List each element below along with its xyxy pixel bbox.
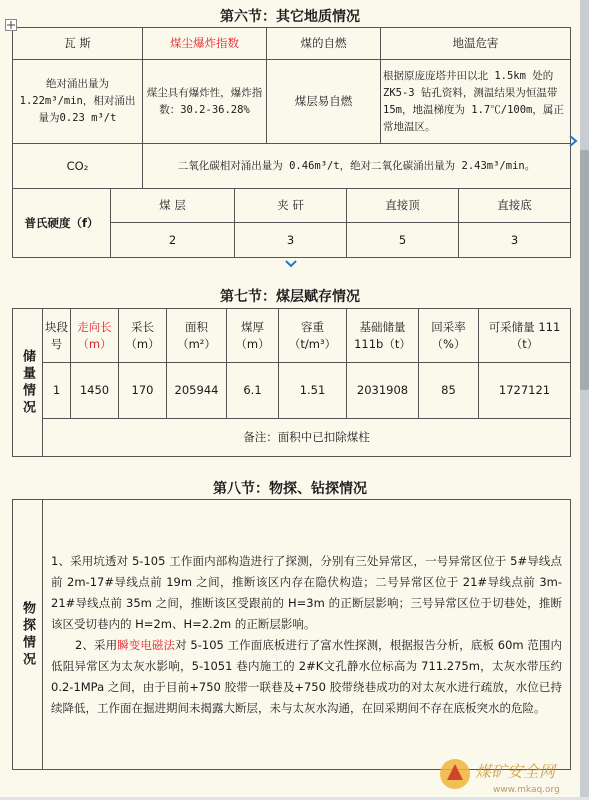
reserves-header: 可采储量 111（t） [479, 309, 571, 363]
reserves-cell: 2031908 [347, 363, 419, 419]
co2-label: CO₂ [13, 144, 143, 189]
reserves-header: 走向长（m） [71, 309, 119, 363]
reserves-cell: 1450 [71, 363, 119, 419]
reserves-cell: 1727121 [479, 363, 571, 419]
paragraph-1: 1、采用坑透对 5-105 工作面内部构造进行了探测，分别有三处异常区，一号异常区位于 5#导线点前 2m-17#导线点前 19m 之间，推断该区内存在隐伏构造；二号异常区位于 21#导线点前 3m-21#导线点前 35m 之间，推断该区受跟前的 H=3m 的正断层影响；三号异常区位于切巷处，推断该区受切巷内的 H=2m、H=2.2m 的正断层影响。 [51, 553, 562, 631]
reserves-header: 采长（m） [119, 309, 167, 363]
reserves-header: 容重（t/m³） [279, 309, 347, 363]
section-7-title: 第七节：煤层赋存情况 [220, 289, 360, 305]
hardness-header: 直接顶 [347, 189, 459, 223]
section-7-table [12, 308, 571, 457]
chevron-down-icon [284, 259, 298, 269]
hardness-value: 2 [111, 223, 235, 258]
hardness-value: 3 [459, 223, 571, 258]
reserves-cell: 170 [119, 363, 167, 419]
geophysics-content [43, 500, 571, 770]
reserves-header: 基础储量 111b（t） [347, 309, 419, 363]
hardness-value: 5 [347, 223, 459, 258]
hardness-header: 夹 矸 [235, 189, 347, 223]
header-geotemp: 地温危害 [381, 28, 571, 60]
section-6-title: 第六节：其它地质情况 [220, 9, 360, 25]
method-highlight: 瞬变电磁法 [117, 637, 176, 652]
scrollbar-thumb[interactable] [580, 150, 589, 390]
hardness-header: 煤 层 [111, 189, 235, 223]
column-resize-handle[interactable] [566, 134, 580, 148]
reserves-cell: 6.1 [227, 363, 279, 419]
header-self-ignition: 煤的自燃 [267, 28, 381, 60]
reserves-cell: 1 [43, 363, 71, 419]
row-resize-handle[interactable] [284, 257, 298, 271]
hardness-table [12, 188, 571, 258]
svg-text:煤矿安全网: 煤矿安全网 [475, 762, 556, 781]
section-8-table [12, 499, 571, 770]
reserves-cell: 85 [419, 363, 479, 419]
reserves-header: 煤厚（m） [227, 309, 279, 363]
watermark-logo [435, 752, 585, 796]
mine-safety-logo-icon [435, 752, 585, 796]
reserves-cell: 205944 [167, 363, 227, 419]
reserves-header: 面积（m²） [167, 309, 227, 363]
gas-value: 绝对涌出量为1.22m³/min，相对涌出量为0.23 m³/t [13, 60, 143, 144]
hardness-value: 3 [235, 223, 347, 258]
self-ignition-value: 煤层易自燃 [267, 60, 381, 144]
resize-arrow-icon [568, 134, 578, 148]
header-gas: 瓦 斯 [13, 28, 143, 60]
svg-text:www.mkaq.org: www.mkaq.org [493, 785, 560, 795]
paragraph-2 [43, 635, 570, 719]
hardness-header: 直接底 [459, 189, 571, 223]
co2-value: 二氧化碳相对涌出量为 0.46m³/t，绝对二氧化碳涌出量为 2.43m³/min。 [143, 144, 571, 189]
reserves-note: 备注：面积中已扣除煤柱 [43, 419, 571, 457]
paragraph-2-body: 对 5-105 工作面底板进行了富水性探测，根据报告分析，底板 60m 范围内低阻异常区为太灰水影响，5-1051 巷内施工的 2#K文孔静水位标高为 711.275m，太灰水带压约 0.2-1MPa 之间，由于目前+750 胶带一联巷及+750 胶带绕巷成功的对太灰水进行疏放，水位已持续降低，工作面在掘进期间未揭露大断层，未与太灰水沟通，在回采期间不存在底板突水的危险。 [51, 637, 563, 715]
move-arrows-icon [5, 19, 17, 31]
reserves-cell: 1.51 [279, 363, 347, 419]
geotemp-value: 根据原庞庞塔井田以北 1.5km 处的 ZK5-3 钻孔资料，测温结果为恒温带 15m，地温梯度为 1.7℃/100m，属正常地温区。 [381, 60, 571, 144]
reserves-header: 块段号 [43, 309, 71, 363]
section-6-table [12, 27, 571, 189]
dust-value: 煤尘具有爆炸性，爆炸指数：30.2-36.28% [143, 60, 267, 144]
section-8-title: 第八节：物探、钻探情况 [213, 481, 367, 497]
header-dust-index: 煤尘爆炸指数 [143, 28, 267, 60]
paragraph-2-lead: 2、采用 [75, 637, 118, 652]
reserves-side-label: 储量情况 [13, 309, 43, 457]
hardness-label: 普氏硬度（f） [13, 189, 111, 258]
table-move-handle[interactable] [4, 18, 18, 32]
reserves-header: 回采率（%） [419, 309, 479, 363]
vertical-scrollbar[interactable] [580, 0, 589, 797]
geophysics-side-label: 物探情况 [13, 500, 43, 770]
